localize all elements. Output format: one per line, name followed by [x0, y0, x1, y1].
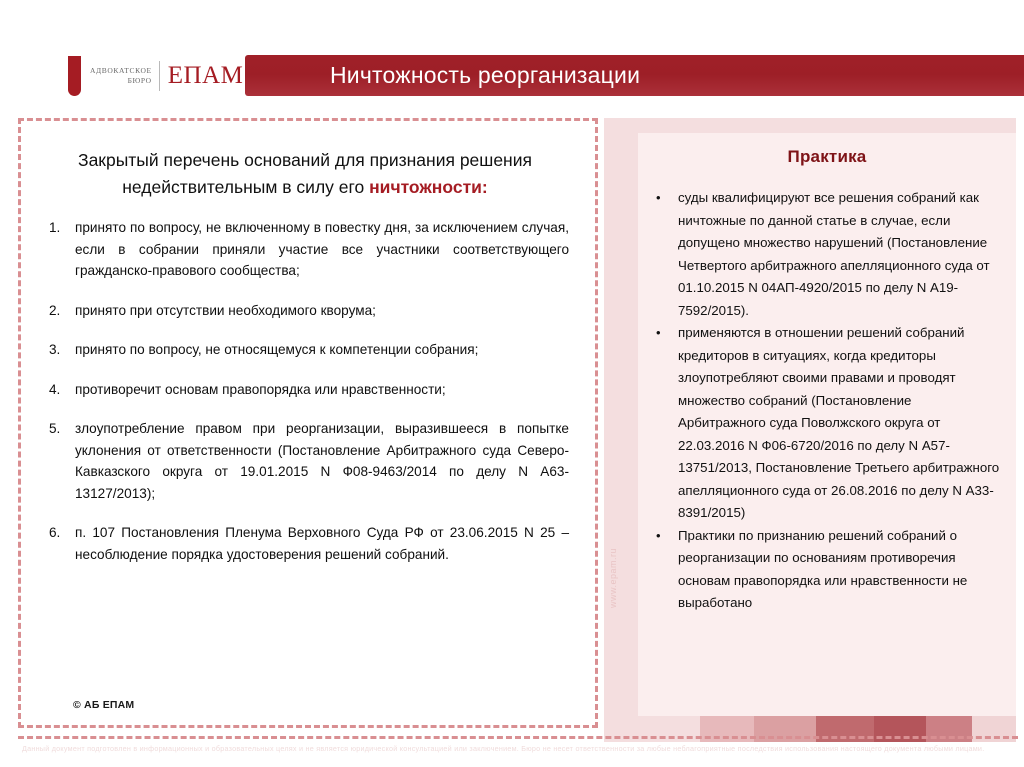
list-item-number: 6.	[49, 525, 61, 540]
watermark-text: www.epam.ru	[608, 548, 618, 609]
practice-title: Практика	[787, 147, 867, 166]
copyright-notice: © АБ ЕПАМ	[73, 699, 135, 711]
logo-mark-icon	[68, 56, 81, 96]
bullet-icon: •	[656, 527, 661, 543]
grounds-title-highlight: ничтожности:	[369, 177, 488, 197]
practice-list	[638, 187, 1016, 615]
list-item-number: 1.	[49, 220, 61, 235]
list-item-number: 4.	[49, 381, 61, 397]
grounds-list	[37, 217, 573, 565]
list-item-text: применяются в отношении решений собраний кредиторов в ситуациях, когда кредиторы злоупотребляют своими правами и проводят множество собраний (Постановление Арбитражного суда Поволжского округа от 22.03.2016 N Ф06-6720/2016 по делу N А57-13751/2013, Постановление Третьего арбитражного апелляционного суда от 26.08.2016 по делу N А33-8391/2015)	[678, 325, 1000, 520]
list-item	[646, 322, 1000, 525]
list-item-text: злоупотребление правом при реорганизации, выразившееся в попытке уклонения от ответственности (Постановление Арбитражного суда Северо-Кавказского округа от 19.01.2015 N Ф08-9463/2014 по делу N А63-13127/2013);	[75, 421, 569, 501]
list-item-text: Практики по признанию решений собраний о реорганизации по основаниям противоречия основам правопорядка или нравственности не выработано	[678, 527, 968, 610]
logo-subtitle	[90, 63, 159, 89]
page-title: Ничтожность реорганизации	[330, 62, 641, 88]
slide-header	[0, 0, 1024, 106]
bullet-icon: •	[656, 190, 661, 205]
footer-divider	[18, 736, 1018, 739]
grounds-title	[37, 145, 573, 201]
list-item	[37, 379, 573, 401]
grounds-panel	[18, 118, 598, 728]
epam-logo	[68, 55, 243, 97]
logo-subtitle-line1: АДВОКАТСКОЕ	[90, 66, 152, 75]
logo-brand-text: ЕПАМ	[167, 62, 244, 89]
practice-panel-inner	[638, 133, 1016, 716]
grounds-title-text: Закрытый перечень оснований для признания решения недействительным в силу его	[78, 150, 532, 197]
title-banner	[245, 55, 1024, 96]
list-item-text: принято по вопросу, не относящемуся к компетенции собрания;	[75, 342, 479, 357]
list-item-text: противоречит основам правопорядка или нравственности;	[75, 381, 446, 397]
bullet-icon: •	[656, 325, 661, 340]
list-item	[646, 187, 1000, 322]
disclaimer-text: Данный документ подготовлен в информационных и образовательных целях и не является юридической консультацией или заключением. Бюро не несет ответственности за любые неблагоприятные последствия использования настоящего документа любыми лицами.	[22, 744, 985, 753]
list-item	[37, 217, 573, 282]
logo-subtitle-line2: БЮРО	[127, 76, 152, 85]
list-item-number: 5.	[49, 421, 61, 436]
list-item-number: 3.	[49, 342, 61, 357]
list-item	[37, 522, 573, 565]
list-item	[37, 418, 573, 504]
list-item-number: 2.	[49, 302, 61, 318]
list-item-text: принято при отсутствии необходимого кворума;	[75, 302, 376, 318]
grounds-panel-inner	[21, 121, 595, 565]
list-item	[37, 339, 573, 361]
list-item-text: п. 107 Постановления Пленума Верховного Суда РФ от 23.06.2015 N 25 – несоблюдение порядка удостоверения решений собраний.	[75, 525, 569, 562]
list-item	[646, 525, 1000, 615]
practice-panel	[604, 118, 1016, 716]
list-item-text: принято по вопросу, не включенному в повестку дня, за исключением случая, если в собрании приняли участие все участники соответствующего гражданско-правового сообщества;	[75, 220, 569, 278]
list-item	[37, 300, 573, 322]
list-item-text: суды квалифицируют все решения собраний как ничтожные по данной статье в случае, если допущено множество нарушений (Постановление Четвертого арбитражного апелляционного суда от 01.10.2015 N 04АП-4920/2015 по делу N А19-7592/2015).	[678, 190, 990, 318]
